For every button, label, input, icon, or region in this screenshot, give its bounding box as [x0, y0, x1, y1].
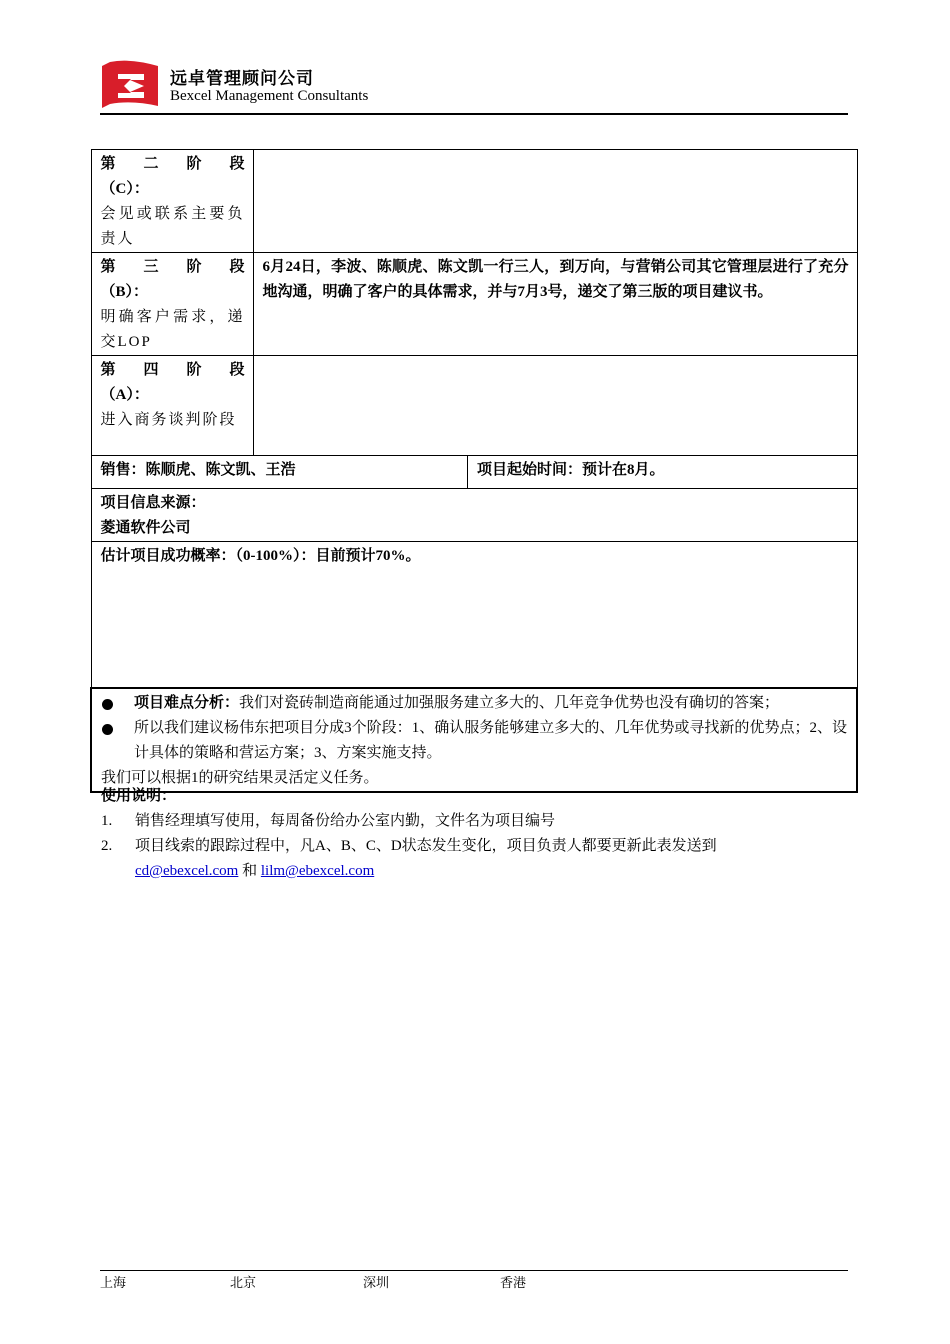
stage-row-b — [91, 253, 857, 356]
stage-row-c — [91, 150, 857, 253]
bullet-icon — [102, 699, 113, 710]
stage-heading: 第 二 阶 段 — [100, 156, 245, 172]
stage-label-cell — [91, 150, 253, 253]
stage-code: （B）： — [100, 284, 149, 300]
stage-content-cell — [253, 356, 857, 456]
analysis-list — [101, 691, 847, 766]
email-link-cd[interactable]: cd@ebexcel.com — [135, 863, 239, 879]
stage-heading: 第 三 阶 段 — [100, 259, 245, 275]
bexcel-logo-icon — [100, 60, 160, 112]
item-number: 2. — [101, 838, 113, 854]
analysis-row — [91, 688, 857, 792]
analysis-text: 所以我们建议杨伟东把项目分成3个阶段：1、确认服务能够建立多大的、几年优势或寻找新的优势点；2、设计具体的策略和营运方案；3、方案实施支持。 — [134, 720, 847, 761]
list-item — [101, 716, 847, 766]
company-name-en: Bexcel Management Consultants — [170, 88, 369, 104]
stage-description: 进入商务谈判阶段 — [100, 412, 237, 428]
start-time-cell: 项目起始时间：预计在8月。 — [468, 456, 857, 489]
footer-city: 北京 — [230, 1276, 257, 1291]
stage-description: 明确客户需求，递交LOP — [100, 309, 245, 350]
analysis-label: 项目难点分析： — [134, 695, 240, 711]
probability-cell: 估计项目成功概率：（0-100%）：目前预计70%。 — [91, 542, 857, 689]
list-item — [101, 691, 847, 716]
item-text: 项目线索的跟踪过程中，凡A、B、C、D状态发生变化，项目负责人都要更新此表发送到 — [135, 838, 717, 854]
usage-instructions — [101, 784, 849, 884]
analysis-text: 我们对瓷砖制造商能通过加强服务建立多大的、几年竞争优势也没有确切的答案； — [239, 695, 780, 711]
stage-label-cell — [91, 253, 253, 356]
stage-content-cell — [253, 150, 857, 253]
list-item — [101, 834, 849, 884]
footer-city: 香港 — [500, 1276, 527, 1291]
sales-cell: 销售：陈顺虎、陈文凯、王浩 — [91, 456, 468, 489]
source-cell — [91, 489, 857, 542]
stage-code: （A）： — [100, 387, 149, 403]
probability-row — [91, 542, 857, 689]
item-number: 1. — [101, 813, 113, 829]
header-divider — [100, 113, 848, 115]
project-tracking-table — [90, 149, 858, 793]
stage-label-cell — [91, 356, 253, 456]
footer-city: 上海 — [100, 1276, 127, 1291]
stage-code: （C）： — [100, 181, 149, 197]
footer-city: 深圳 — [363, 1276, 390, 1291]
and-text: 和 — [238, 863, 261, 879]
source-row — [91, 489, 857, 542]
company-name-cn: 远卓管理顾问公司 — [170, 69, 314, 89]
bullet-icon — [102, 724, 113, 735]
source-value: 菱通软件公司 — [100, 520, 191, 536]
item-text: 销售经理填写使用，每周备份给办公室内勤，文件名为项目编号 — [135, 813, 556, 829]
sales-row — [91, 456, 857, 489]
source-label: 项目信息来源： — [100, 495, 206, 511]
page-header — [100, 60, 848, 116]
email-link-lilm[interactable]: lilm@ebexcel.com — [260, 863, 375, 879]
usage-list — [101, 809, 849, 884]
analysis-closing: 我们可以根据1的研究结果灵活定义任务。 — [101, 770, 379, 786]
footer-divider — [100, 1270, 848, 1271]
stage-description: 会见或联系主要负责人 — [100, 206, 245, 247]
usage-title: 使用说明： — [101, 788, 177, 804]
analysis-cell — [91, 688, 857, 792]
stage-heading: 第 四 阶 段 — [100, 362, 245, 378]
stage-content-cell: 6月24日，李波、陈顺虎、陈文凯一行三人，到万向，与营销公司其它管理层进行了充分地沟通，明确了客户的具体需求，并与7月3号，递交了第三版的项目建议书。 — [253, 253, 857, 356]
list-item — [101, 809, 849, 834]
stage-row-a — [91, 356, 857, 456]
